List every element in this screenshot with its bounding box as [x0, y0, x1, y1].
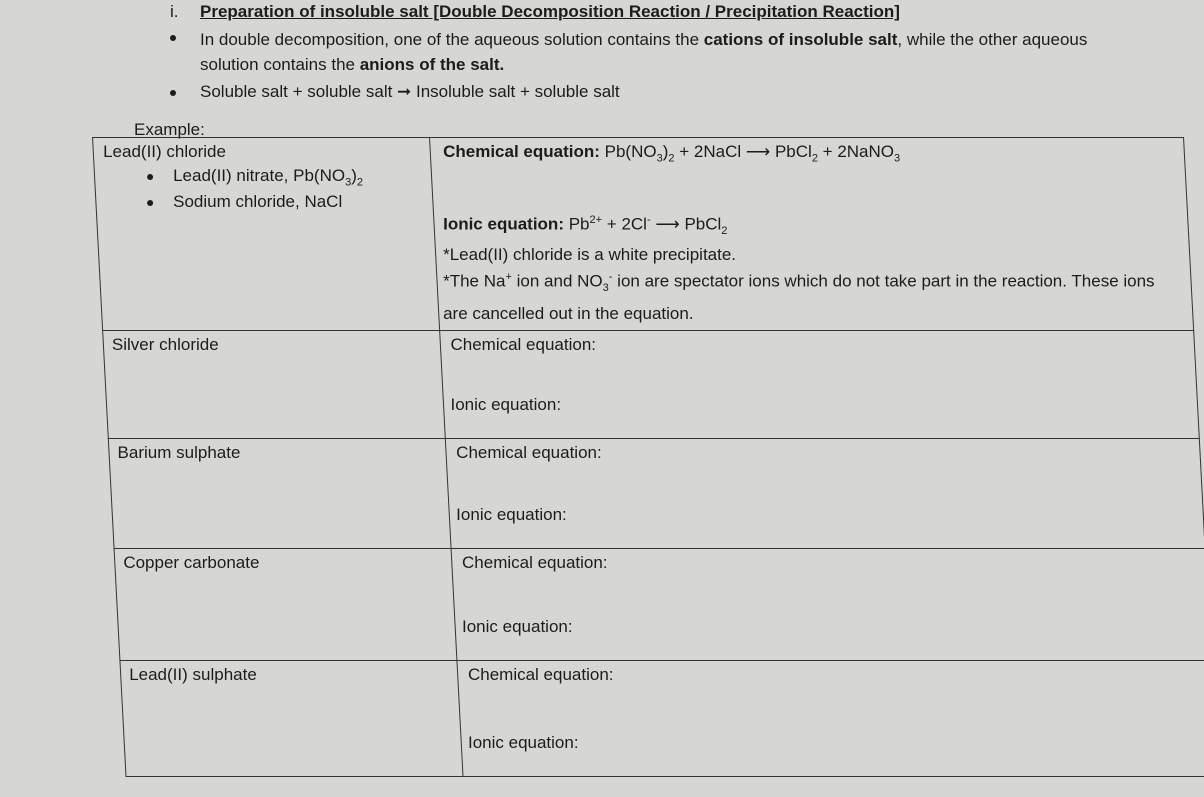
bullet-general-equation — [200, 82, 620, 102]
ionic-equation: Ionic equation: $Pb^{2+} + 2Cl^-$ ⟶ PbCl$_2$ — [443, 214, 728, 238]
equation-cell — [430, 138, 1194, 331]
bullet-icon — [147, 200, 153, 206]
equation-cell[interactable]: Chemical equation: Ionic equation: — [440, 331, 1200, 439]
salt-table — [92, 137, 1204, 777]
example-label: Example: — [134, 120, 205, 139]
bullet-text: Soluble salt + soluble salt ➞ Insoluble salt + soluble salt — [200, 82, 620, 101]
salt-cell: Lead(II) sulphate — [120, 661, 463, 777]
section-title: Preparation of insoluble salt [Double Decomposition Reaction / Precipitation Reaction] — [200, 2, 900, 21]
equation-cell[interactable]: Chemical equation: Ionic equation: — [451, 549, 1204, 661]
bullet-bold: cations of insoluble salt — [703, 30, 898, 49]
salt-cell: Barium sulphate — [108, 439, 451, 549]
reactant-item: Lead(II) nitrate, $Pb(NO_3)_2$ — [103, 166, 423, 188]
equation-cell[interactable]: Chemical equation: Ionic equation: — [445, 439, 1204, 549]
salt-cell: Copper carbonate — [114, 549, 457, 661]
table-row — [108, 439, 1204, 549]
chemical-equation: Chemical equation: $Pb(NO_3)_2$ + 2NaCl ⟶ PbCl$_2$ + 2NaNO$_3$ — [443, 142, 901, 165]
note: *The Na+ ion and $NO_3^-$ ion are spectator ions which do not take part in the reaction. These ions are cancelled out in the equation. — [443, 271, 1155, 324]
table-row — [103, 331, 1200, 439]
bullet-icon — [147, 174, 153, 180]
equation-cell[interactable]: Chemical equation: Ionic equation: — [457, 661, 1204, 777]
section-number: i. — [170, 2, 179, 21]
bullet-text: , while the other aqueous solution contains the — [200, 30, 1088, 74]
table-row — [114, 549, 1204, 661]
salt-cell — [93, 138, 440, 331]
bullet-icon — [170, 90, 176, 96]
reactant-item: Sodium chloride, NaCl — [103, 192, 423, 212]
bullet-text: In double decomposition, one of the aqueous solution contains the — [200, 30, 704, 49]
bullet-double-decomposition — [200, 27, 1120, 77]
bullet-bold: anions of the salt. — [359, 55, 505, 74]
bullet-icon — [170, 35, 176, 41]
salt-cell: Silver chloride — [103, 331, 446, 439]
salt-name: Lead(II) chloride — [103, 142, 226, 161]
note: *Lead(II) chloride is a white precipitate. — [443, 245, 737, 265]
table-row — [120, 661, 1204, 777]
table-row — [93, 138, 1194, 331]
